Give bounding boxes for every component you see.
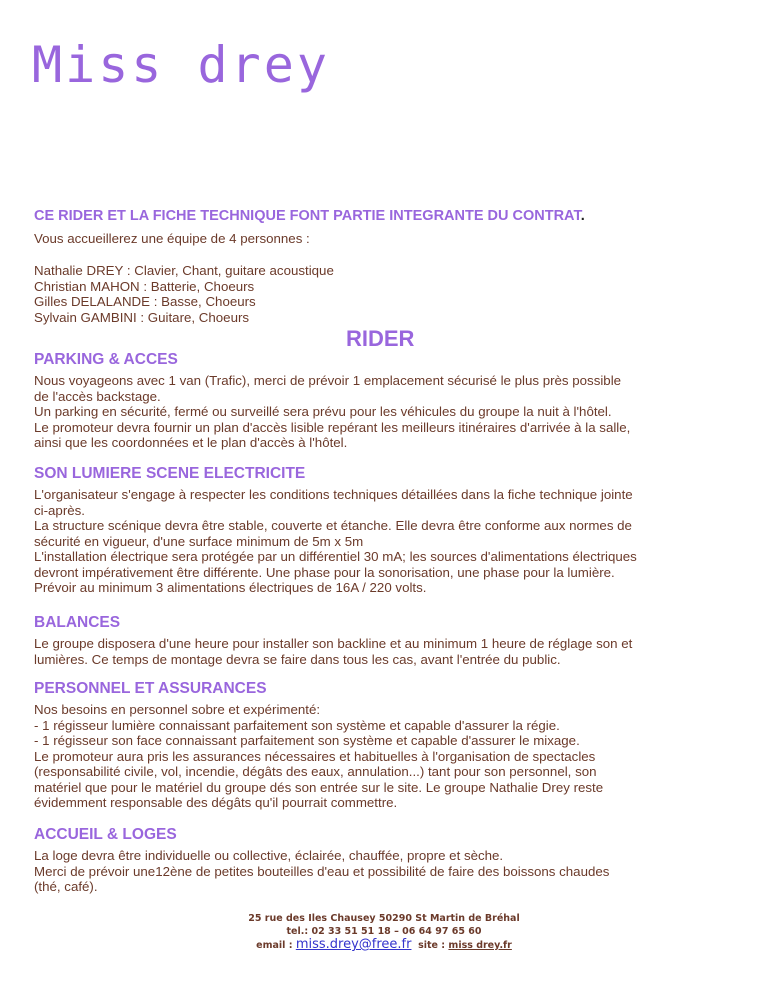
section-line: ainsi que les coordonnées et le plan d'accès à l'hôtel.: [34, 435, 348, 450]
section-line: L'installation électrique sera protégée par un différentiel 30 mA; les sources d'alimentations électriques: [34, 549, 637, 564]
section-line: (thé, café).: [34, 879, 98, 894]
site-link[interactable]: miss drey.fr: [448, 940, 512, 951]
section-line: Le promoteur devra fournir un plan d'accès lisible repérant les meilleurs itinéraires d'arrivée à la salle,: [34, 419, 631, 435]
footer-tel: tel.: 02 33 51 51 18 – 06 64 97 65 60: [286, 926, 482, 937]
member-item: Christian MAHON : Batterie, Choeurs: [34, 278, 255, 294]
section-line: Prévoir au minimum 3 alimentations électriques de 16A / 220 volts.: [34, 580, 427, 595]
section-line: évidemment responsable des dégâts qu'il pourrait commettre.: [34, 795, 398, 810]
page-title: Miss drey: [32, 36, 330, 94]
member-item: Sylvain GAMBINI : Guitare, Choeurs: [34, 309, 250, 325]
section-line: - 1 régisseur son face connaissant parfaitement son système et capable d'assurer le mixage.: [34, 733, 580, 748]
section-line: Le groupe disposera d'une heure pour installer son backline et au minimum 1 heure de réglage son et: [34, 636, 633, 651]
footer-contact-line: [0, 938, 768, 952]
section-line: ci-après.: [34, 502, 85, 518]
site-label: site :: [418, 940, 446, 951]
team-line: Vous accueillerez une équipe de 4 personnes :: [34, 231, 310, 246]
email-label: email :: [256, 940, 293, 951]
section-line: matériel que pour le matériel du groupe dés son entrée sur le site. Le groupe Nathalie Drey reste: [34, 779, 604, 795]
section-heading: PARKING & ACCES: [34, 351, 178, 368]
section-line: Nos besoins en personnel sobre et expérimenté:: [34, 702, 321, 717]
team-intro: [34, 231, 746, 247]
section-son-lumiere: [34, 465, 746, 596]
section-line: La structure scénique devra être stable, couverte et étanche. Elle devra être conforme aux normes de: [34, 518, 632, 533]
section-line: lumières. Ce temps de montage devra se faire dans tous les cas, avant l'entrée du public.: [34, 651, 561, 667]
section-accueil: [34, 826, 746, 895]
section-heading: ACCUEIL & LOGES: [34, 826, 177, 843]
section-balances: [34, 614, 746, 667]
section-line: Le promoteur aura pris les assurances nécessaires et habituelles à l'organisation de spectacles: [34, 748, 596, 764]
member-list: [34, 263, 746, 325]
footer: [0, 912, 768, 952]
section-personnel: [34, 680, 746, 811]
email-link[interactable]: miss.drey@free.fr: [295, 937, 412, 952]
contract-notice-dot: .: [580, 208, 585, 224]
section-parking: [34, 351, 746, 451]
section-line: Merci de prévoir une12ène de petites bouteilles d'eau et possibilité de faire des boissons chaudes: [34, 863, 610, 879]
rider-heading: RIDER: [346, 326, 415, 351]
section-line: de l'accès backstage.: [34, 388, 161, 404]
section-line: devront impérativement être différente. Une phase pour la sonorisation, une phase pour la lumière.: [34, 564, 615, 580]
section-heading: PERSONNEL ET ASSURANCES: [34, 680, 267, 697]
contract-notice: [34, 208, 585, 224]
section-line: (responsabilité civile, vol, incendie, dégâts des eaux, annulation...) tant pour son personnel, son: [34, 764, 597, 779]
section-line: sécurité en vigueur, d'une surface minimum de 5m x 5m: [34, 533, 364, 549]
member-item: Nathalie DREY : Clavier, Chant, guitare acoustique: [34, 263, 334, 278]
contract-notice-text: CE RIDER ET LA FICHE TECHNIQUE FONT PARTIE INTEGRANTE DU CONTRAT: [34, 208, 581, 224]
member-item: Gilles DELALANDE : Basse, Choeurs: [34, 294, 256, 309]
section-line: La loge devra être individuelle ou collective, éclairée, chauffée, propre et sèche.: [34, 848, 504, 863]
section-heading: SON LUMIERE SCENE ELECTRICITE: [34, 465, 306, 482]
footer-address: 25 rue des Iles Chausey 50290 St Martin de Bréhal: [248, 913, 520, 924]
section-line: Un parking en sécurité, fermé ou surveillé sera prévu pour les véhicules du groupe la nuit à l'hôtel.: [34, 404, 612, 419]
section-line: L'organisateur s'engage à respecter les conditions techniques détaillées dans la fiche technique jointe: [34, 487, 633, 502]
section-line: Nous voyageons avec 1 van (Trafic), merci de prévoir 1 emplacement sécurisé le plus près possible: [34, 373, 622, 388]
section-heading: BALANCES: [34, 614, 121, 631]
section-line: - 1 régisseur lumière connaissant parfaitement son système et capable d'assurer la régie.: [34, 717, 560, 733]
